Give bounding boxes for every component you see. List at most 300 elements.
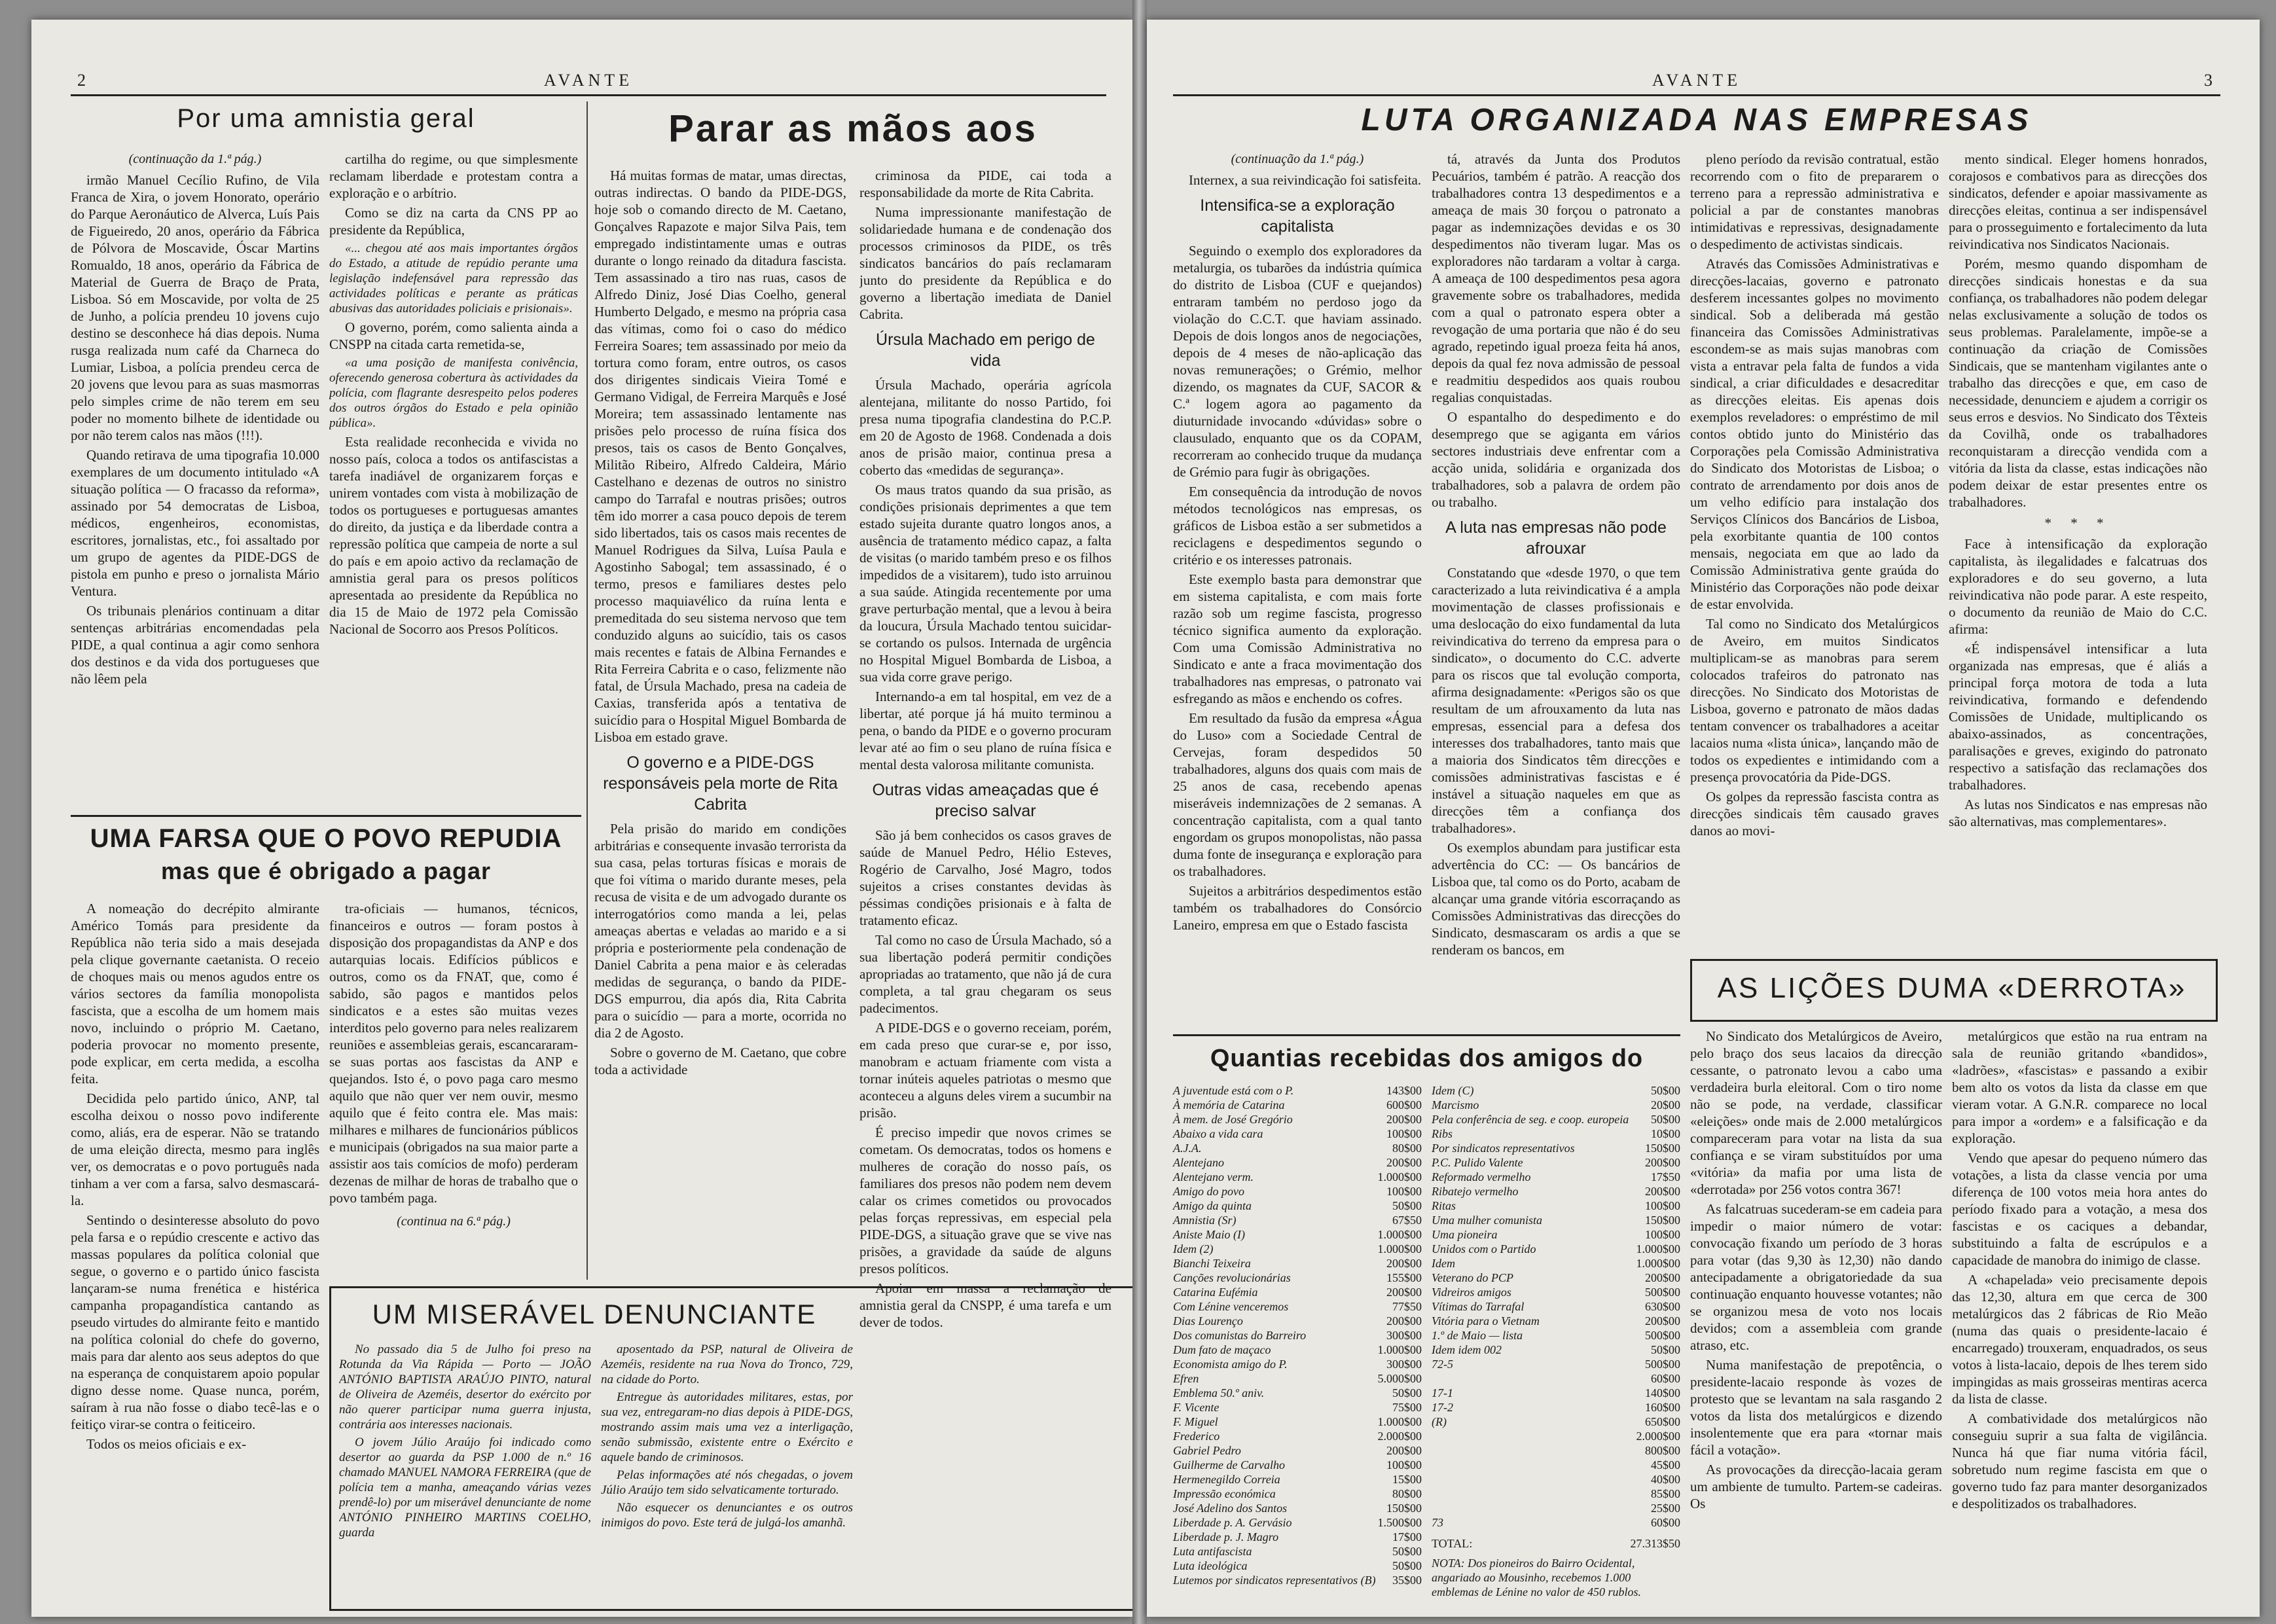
parar-c2b-p3: Internando-a em tal hospital, em vez de a libertar, até porque já há muito terminou a pena, o bando da PIDE e o governo procuram levar até ao fim o seu plano de ruína física e mental desta valorosa militante comunista. [859,689,1111,772]
donation-name: Marcismo [1432,1098,1479,1111]
amnistia-heading-block [71,101,581,147]
empresas-c2-p2: O espantalho do despedimento e do desemprego que se agiganta em vários sectores industriais deve enfrentar com a acção unida, solidária e organizada dos trabalhadores, sob a palavra de ordem pão ou trabalho. [1432,409,1680,510]
donation-row [1432,1429,1680,1443]
empresas-c3-p1: pleno período da revisão contratual, estão recorrendo com o fito de prepararem o terreno para a repressão administrativa e policial a par de constantes manobras intimidativas e repressivas, designadamente o despedimento de activistas sindicais. [1690,151,1939,252]
donation-name: Impressão económica [1173,1487,1276,1500]
donation-amount: 45$00 [1651,1458,1680,1471]
donation-amount: 200$00 [1386,1444,1422,1457]
parar-col-2 [859,167,1111,1607]
donation-amount: 17$00 [1392,1530,1422,1543]
empresas-continuation: (continuação da 1.ª pág.) [1231,152,1364,166]
donation-amount: 100$00 [1645,1228,1680,1241]
empresas-c4-p3: Face à intensificação da exploração capitalista, às ilegalidades e falcatruas dos exploradores e do seu governo, a luta reivindicativa não pode parar. A este respeito, o documento da reunião de Maio do C.C. afirma: [1949,536,2207,637]
farsa-c2-p1: tra-oficiais — humanos, técnicos, financeiros e outros — foram postos à disposição dos propagandistas da ANP e dos autarquias locais. Edifícios públicos e outros, como os da FNAT, que, como é sabido, são pagos e mantidos pelos sindicatos e a estes são muitas vezes interditos pelo governo para neles realizarem reuniões e assembleias gerais, escancararam-se suas portas aos fascistas da ANP e quejandos. Isto é, o povo paga caro mesmo aquilo que não quer ver nem ouvir, mesmo aquilo que é feito contra ele. Mas mais: milhares e milhares de funcionários públicos e municipais (obrigados na sua maior parte a assistir aos tais comícios de mofo) perderam dezenas de milhar de horas de trabalho que o povo também paga. [329,901,578,1206]
donation-name: Liberdade p. J. Magro [1173,1530,1279,1543]
donation-row [1432,1155,1680,1170]
divider-quantias [1173,1034,1680,1036]
miseravel-col-1 [339,1342,591,1600]
donation-name: Vítimas do Tarrafal [1432,1300,1525,1313]
donation-row [1432,1256,1680,1271]
donation-row [1173,1184,1422,1199]
donation-row [1173,1199,1422,1213]
parar-col-1 [594,167,846,1280]
amnistia-title: Por uma amnistia geral [177,104,475,133]
donation-name: Canções revolucionárias [1173,1271,1291,1284]
donation-row [1432,1400,1680,1415]
donation-name: Aniste Maio (I) [1173,1228,1245,1241]
right-masthead: AVANTE [1652,71,1742,90]
donation-name: Reformado vermelho [1432,1170,1531,1183]
donation-row [1173,1141,1422,1155]
empresas-sub-intensifica: Intensifica-se a exploração capitalista [1200,196,1395,236]
donation-row [1173,1271,1422,1285]
donation-row [1173,1256,1422,1271]
licoes-title: AS LIÇÕES DUMA «DERROTA» [1717,972,2187,1004]
donation-row [1173,1544,1422,1559]
donation-row [1432,1515,1680,1530]
farsa-c1-p3: Sentindo o desinteresse absoluto do povo pela farsa e o repúdio crescente e activo das massas populares da política colonial que segue, o governo e o partido único fascista lançaram-se numa frenética e histérica campanha propagandística cantando as pseudo virtudes do almirante feito e mantido na política colonial do chefe do governo, mais para dar alento aos seus adeptos do que na esperança de conquistarem apoio popular digno desse nome. Quase nunca, porém, saíram à rua não fosse o diabo tecê-las e o feitiço virar-se contra o feiticeiro. [71,1212,319,1432]
donation-row [1173,1242,1422,1256]
donation-row [1173,1083,1422,1098]
farsa-col-1 [71,900,319,1607]
donation-row [1173,1112,1422,1127]
miseravel-c1-p1: No passado dia 5 de Julho foi preso na Rotunda da Via Rápida — Porto — JOÃO ANTÓNIO BAPTISTA ARAÚJO PINTO, natural de Oliveira de Azeméis, desertor do exército por não querer participar numa guerra injusta, contrária aos interesses nacionais. [339,1343,591,1432]
donation-row [1173,1170,1422,1184]
donation-amount: 500$00 [1645,1286,1680,1299]
donation-amount: 800$00 [1645,1444,1680,1457]
donation-name: Ribatejo vermelho [1432,1185,1519,1198]
donation-name: Catarina Eufémia [1173,1286,1258,1299]
donation-name: Alentejano [1173,1156,1224,1169]
donation-name: José Adelino dos Santos [1173,1502,1288,1515]
donation-amount: 500$00 [1645,1329,1680,1342]
donation-row [1432,1328,1680,1343]
miseravel-c2-p3: Pelas informações até nós chegadas, o jovem Júlio Araújo tem sido selvaticamente torturado. [601,1468,853,1497]
amnistia-c2-p3: O governo, porém, como salienta ainda a CNSPP na citada carta remetida-se, [329,319,578,352]
farsa-continua: (continua na 6.ª pág.) [397,1214,511,1229]
divider-farsa [71,815,581,817]
donation-amount: 200$00 [1645,1185,1680,1198]
donation-amount: 630$00 [1645,1300,1680,1313]
donation-amount: 200$00 [1386,1257,1422,1270]
donation-amount: 50$00 [1651,1113,1680,1126]
donation-row [1432,1127,1680,1141]
donation-name: Unidos com o Partido [1432,1242,1536,1255]
donation-amount: 60$00 [1651,1516,1680,1529]
donation-row [1432,1083,1680,1098]
donation-total-row [1432,1536,1680,1551]
amnistia-c2-p4: Esta realidade reconhecida e vivida no nosso país, coloca a todos os antifascistas a tarefa inadiável de organizarem forças e unirem vontades com vista à mobilização de todos os portugueses e portuguesas amantes do direito, da justiça e da liberdade contra a repressão política que campeia de norte a sul do país e em apoio activo da reclamação de amnistia geral para os presos políticos apresentada ao presidente da República no dia 15 de Maio de 1972 pela Comissão Nacional de Socorro aos Presos Políticos. [329,434,578,637]
donation-name: Gabriel Pedro [1173,1444,1241,1457]
left-col-divider [587,101,588,1280]
donation-amount: 85$00 [1651,1487,1680,1500]
donation-row [1432,1472,1680,1487]
donation-row [1173,1386,1422,1400]
parar-sub-governo: O governo e a PIDE-DGS responsáveis pela morte de Rita Cabrita [603,753,838,814]
donation-name: Veterano do PCP [1432,1271,1513,1284]
donation-name: Idem (2) [1173,1242,1214,1255]
quantias-list-1 [1173,1083,1422,1607]
donation-name: À mem. de José Gregório [1173,1113,1293,1126]
donation-amount: 50$00 [1651,1084,1680,1097]
donation-name: Idem (C) [1432,1084,1474,1097]
donation-row [1173,1472,1422,1487]
miseravel-c2-p1: aposentado da PSP, natural de Oliveira de Azeméis, residente na rua Nova do Tronco, 729, na cidade do Porto. [601,1343,853,1386]
empresas-sub-luta: A luta nas empresas não pode afrouxar [1445,518,1667,558]
donation-name: (R) [1432,1415,1447,1428]
parar-c2c-p3: A PIDE-DGS e o governo receiam, porém, em cada preso que curar-se e, por isso, manobram e actuam friamente com vista a tornar inúteis aqueles patriotas o mesmo que aconteceu a alguns deles virem a sucumbir na prisão. [859,1020,1111,1121]
donation-name: Dum fato de maçaco [1173,1343,1271,1356]
donation-row [1173,1415,1422,1429]
donation-amount: 300$00 [1386,1329,1422,1342]
left-page-number: 2 [77,71,87,90]
parar-sub-ursula: Úrsula Machado em perigo de vida [876,331,1095,370]
amnistia-c2-quote1: «... chegou até aos mais importantes órgãos do Estado, a atitude de repúdio perante uma legislação indefensável para repressão das actividades políticas e perante as práticas abusivas das autoridades policiais e prisionais». [329,242,578,316]
donation-name: Idem idem 002 [1432,1343,1502,1356]
left-header [71,71,1106,96]
donation-row [1432,1299,1680,1314]
donation-row [1432,1487,1680,1501]
donation-amount: 150$00 [1645,1142,1680,1155]
donation-amount: 2.000$00 [1377,1430,1422,1443]
empresas-c1-p1: Internex, a sua reivindicação foi satisfeita. [1189,172,1422,188]
empresas-c1b-p2: Em consequência da introdução de novos métodos tecnológicos nas empresas, os gráficos de Lisboa estão a ser submetidos a reciclagens e despedimentos segundo o critério e os interesses patronais. [1173,484,1422,568]
miseravel-title: UM MISERÁVEL DENUNCIANTE [372,1299,817,1329]
donation-name: 72-5 [1432,1358,1453,1371]
donation-name: Guilherme de Carvalho [1173,1458,1285,1471]
donation-name: Vitória para o Vietnam [1432,1314,1540,1327]
donation-row [1432,1098,1680,1112]
donation-amount: 200$00 [1386,1113,1422,1126]
donation-row [1173,1343,1422,1357]
licoes-c1-p3: Numa manifestação de prepotência, o presidente-lacaio responde às vozes de protesto que se levantam na sala rasgando 2 votos da lista dos metalúrgicos e dizendo insolentemente que era para «tornar mais fácil a votação». [1690,1357,1942,1458]
donation-name: Luta ideológica [1173,1559,1248,1572]
donation-amount: 300$00 [1386,1358,1422,1371]
donation-name: Amigo do povo [1173,1185,1244,1198]
empresas-c4-p4: «É indispensável intensificar a luta organizada nas empresas, que é aliás a principal força motora de toda a luta reivindicativa, formando e defendendo Comissões de Unidade, multiplicando os abaixo-assinados, as concentrações, paralisações e greves, exigindo do patronato respectivo a satisfação das reclamações dos trabalhadores. [1949,641,2207,793]
parar-c1b-p2: Sobre o governo de M. Caetano, que cobre toda a actividade [594,1045,846,1077]
amnistia-col-1 [71,151,319,808]
parar-c2c-p5: Apoiar em massa a reclamação de amnistia geral da CNSPP, é uma tarefa e um dever de todos. [859,1280,1111,1330]
donation-amount: 1.000$00 [1636,1242,1680,1255]
donation-amount: 50$00 [1392,1545,1422,1558]
donation-row [1173,1530,1422,1544]
parar-heading-block [594,101,1111,160]
farsa-heading-block [71,821,581,893]
empresas-c1b-p4: Em resultado da fusão da empresa «Água do Luso» com a Sociedade Central de Cervejas, foram despedidos 50 trabalhadores, alguns dos quais com mais de 25 anos de casa, recebendo apenas miseráveis indemnizações de 2 semanas. A concentração capitalista, com a qual tanto engordam os grupos monopolistas, não passa duma fonte de insegurança e exploração para os trabalhadores. [1173,710,1422,879]
amnistia-c2-p2: Como se diz na carta da CNS PP ao presidente da República, [329,205,578,238]
donation-row [1173,1573,1422,1587]
donation-amount: 160$00 [1645,1401,1680,1414]
donation-amount: 1.000$00 [1377,1228,1422,1241]
total-label: TOTAL: [1432,1537,1473,1550]
empresas-c3-p4: Os golpes da repressão fascista contra as direcções sindicais têm causado graves danos ao movi- [1690,789,1939,839]
donation-name: Alentejano verm. [1173,1170,1254,1183]
donation-row [1173,1098,1422,1112]
empresas-c1b-p3: Este exemplo basta para demonstrar que em sistema capitalista, e com mais forte razão sob um regime fascista, progresso técnico significa aumento da exploração. Com uma Comissão Administrativa no Sindicato e ante a fraca movimentação dos trabalhadores nas empresas, o patronato vai esfregando as mãos e enchendo os cofres. [1173,571,1422,706]
donation-amount: 200$00 [1386,1314,1422,1327]
donation-name: Dos comunistas do Barreiro [1173,1329,1307,1342]
donation-row [1173,1357,1422,1371]
donation-row [1173,1501,1422,1515]
donation-row [1173,1429,1422,1443]
donation-name: Emblema 50.º aniv. [1173,1386,1265,1399]
donation-name: Pela conferência de seg. e coop. europeia [1432,1113,1629,1126]
section-title: LUTA ORGANIZADA NAS EMPRESAS [1361,103,2032,137]
donation-name: A juventude está com o P. [1173,1084,1294,1097]
donation-row [1432,1501,1680,1515]
donation-amount: 1.000$00 [1377,1242,1422,1255]
donation-amount: 100$00 [1386,1127,1422,1140]
quantias-list-2 [1432,1083,1680,1607]
section-heading-block [1173,99,2220,145]
parar-c2-p2: Numa impressionante manifestação de solidariedade humana e de condenação dos processos criminosos da PIDE, os três sindicatos bancários do país reclamaram junto do presidente da República e do governo a libertação imediata de Daniel Cabrita. [859,204,1111,322]
donation-row [1432,1199,1680,1213]
donation-row [1173,1213,1422,1227]
donation-row [1173,1227,1422,1242]
donation-row [1173,1515,1422,1530]
farsa-c1-p4: Todos os meios oficiais e ex- [86,1436,247,1452]
miseravel-c2-p2: Entregue às autoridades militares, estas, por sua vez, entregaram-no dias depois à PIDE-DGS, mostrando assim mais uma vez a interligação, senão submissão, existente entre o Exército e aquele bando de criminosos. [601,1390,853,1464]
donation-row [1432,1141,1680,1155]
donation-row [1173,1328,1422,1343]
donation-name: Ritas [1432,1199,1456,1212]
donation-amount: 35$00 [1392,1574,1422,1587]
donation-amount: 15$00 [1392,1473,1422,1486]
empresas-c4-p2: Porém, mesmo quando dispomham de direcções sindicais honestas e da sua confiança, os trabalhadores não podem delegar nelas exclusivamente a solução de todos os seus problemas. Paralelamente, impõe-se a continuação da criação de Comissões Sindicais, que se mantenham vigilantes ante o trabalho das direcções e que, em caso de necessidade, denunciem e ajudem a corrigir os seus erros e desvios. No Sindicato dos Têxteis da Covilhã, onde os trabalhadores reconquistaram a direcção vendida com a vitória da lista da classe, estas indicações não podem deixar de estar presentes entre os trabalhadores. [1949,256,2207,510]
donation-amount: 1.000$00 [1377,1170,1422,1183]
empresas-c2-p1: tá, através da Junta dos Produtos Pecuários, também é patrão. A reacção dos trabalhadores contra 13 despedimentos e a ameaça de mais 30 forçou o patronato a pagar as indemnizações devidas e os 30 despedimentos não tiveram lugar. Mas os exploradores não tardaram a voltar à carga. A ameaça de 100 despedimentos pesa agora gravemente sobre os trabalhadores, medida com a qual o patronato espera obter a revogação de uma portaria que não é do seu agrado, repetindo igual proeza feita há anos, depois da qual fez nova admissão de pessoal e readmitiu despedidos aos quais roubou regalias conquistadas. [1432,151,1680,405]
donation-name: À memória de Catarina [1173,1098,1285,1111]
donation-name: Dias Lourenço [1173,1314,1243,1327]
empresas-col-3 [1690,151,1939,952]
licoes-c2-p4: A combatividade dos metalúrgicos não conseguiu suprir a sua falta de vigilância. Nunca há que fiar numa vitória fácil, sobretudo num regime fascista em que o governo tudo faz para manter desorganizados e despolitizados os trabalhadores. [1952,1411,2207,1511]
donation-name: F. Vicente [1173,1401,1219,1414]
donation-name: Uma mulher comunista [1432,1214,1542,1227]
amnistia-c2-p1: cartilha do regime, ou que simplesmente reclamam liberdade e protestam contra a exploração e o arbítrio. [329,151,578,201]
right-page-number: 3 [2204,71,2214,90]
miseravel-heading-block [339,1296,850,1335]
donation-amount: 155$00 [1386,1271,1422,1284]
parar-c2-p1: criminosa da PIDE, cai toda a responsabilidade da morte de Rita Cabrita. [859,168,1111,200]
miseravel-col-2 [601,1342,853,1600]
page-gutter [1132,0,1147,1624]
donation-note: NOTA: Dos pioneiros do Bairro Ocidental, angariado ao Mousinho, recebemos 1.000 emblemas de Lénine no valor de 450 rublos. [1432,1557,1641,1598]
right-header [1173,71,2220,96]
parar-c1b-p1: Pela prisão do marido em condições arbitrárias e consequente invasão terrorista da sua casa, pelas torturas físicas e morais de que foi vítima o marido durante meses, pela recusa de visita e de um advogado durante os interrogatórios como manda a lei, pelas ameaças abertas e veladas ao marido e a si própria e posteriormente pela condenação de Daniel Cabrita a pena maior e às celeradas medidas de segurança, o bando da PIDE-DGS empurrou, dia após dia, Rita Cabrita para o suicídio — para a morte, ocorrida no dia 2 de Agosto. [594,821,846,1041]
donation-amount: 150$00 [1386,1502,1422,1515]
miseravel-c1-p2: O jovem Júlio Araújo foi indicado como desertor ao guarda da PSP 1.000 de n.º 16 chamado MANUEL NAMORA FERREIRA (que de polícia tem a manha, ameaçando várias vezes prendê-lo) por um miserável denunciante de nome ANTÓNIO PINHEIRO MARTINS COELHO, guarda [339,1435,591,1540]
donation-row [1173,1458,1422,1472]
donation-name: Economista amigo do P. [1173,1358,1288,1371]
donation-row [1432,1227,1680,1242]
parar-c2c-p1: São já bem conhecidos os casos graves de saúde de Manuel Pedro, Hélio Esteves, Rogério de Carvalho, José Magro, todos sujeitos a crises constantes devidas às péssimas condições prisionais e à falta de tratamento eficaz. [859,827,1111,928]
donation-row [1432,1170,1680,1184]
parar-c2c-p4: É preciso impedir que novos crimes se cometam. Os democratas, todos os homens e mulheres de coração do nosso país, os familiares dos presos não podem nem devem calar os crimes cometidos ou provocados pelas forças repressivas, em especial pela PIDE-DGS, a situação grave que se vive nas prisões, a gravidade da saúde de alguns presos políticos. [859,1125,1111,1276]
donation-amount: 17$50 [1651,1170,1680,1183]
donation-name: Amnistia (Sr) [1173,1214,1237,1227]
quantias-title: Quantias recebidas dos amigos do [1210,1045,1644,1072]
total-value: 27.313$50 [1630,1537,1680,1550]
donation-name: 17-1 [1432,1386,1453,1399]
donation-row [1173,1487,1422,1501]
donation-row [1432,1386,1680,1400]
donation-amount: 200$00 [1386,1156,1422,1169]
donation-amount: 10$00 [1651,1127,1680,1140]
left-page [31,20,1132,1617]
donation-amount: 80$00 [1392,1487,1422,1500]
licoes-c1-p2: As falcatruas sucederam-se em cadeia para impedir o maior número de votar: convocação fixando um período de 3 horas para votar (das 9,30 às 12,30) não dando antecipadamente a obrigatoriedade da sua continuação enquanto houvesse votantes; não se organizou mesa de voto nos locais devidos; com a assembleia com grande atraso, etc. [1690,1201,1942,1353]
donation-name: Liberdade p. A. Gervásio [1173,1516,1292,1529]
quantias-heading-block [1173,1041,1680,1080]
empresas-c4-p1: mento sindical. Eleger homens honrados, corajosos e combativos para as direcções dos sindicatos, defender e apoiar massivamente as direcções eleitas, continua a ser indispensável para o prosseguimento e fortalecimento da luta reivindicativa nos Sindicatos Nacionais. [1949,151,2207,252]
donation-amount: 140$00 [1645,1386,1680,1399]
donation-row [1432,1213,1680,1227]
donation-amount: 20$00 [1651,1098,1680,1111]
donation-name: Luta antifascista [1173,1545,1252,1558]
donation-row [1173,1443,1422,1458]
donation-amount: 80$00 [1392,1142,1422,1155]
donation-row [1432,1271,1680,1285]
miseravel-c2-p4: Não esquecer os denunciantes e os outros inimigos do povo. Este terá de julgá-los amanhã. [601,1501,853,1530]
donation-name: Com Lénine venceremos [1173,1300,1289,1313]
donation-amount: 50$00 [1392,1559,1422,1572]
section-stars: * * * [2044,515,2112,531]
donation-amount: 100$00 [1645,1199,1680,1212]
donation-amount: 1.000$00 [1636,1257,1680,1270]
farsa-c1-p1: A nomeação do decrépito almirante Américo Tomás para presidente da República não teria sido a mais desejada pela clique governante caetanista. O receio de choques mais ou menos agudos entre os vários sectores da família monopolista fascista, que a escolha de um homem mais novo, incluindo o próprio M. Caetano, poderia provocar no momento presente, pode explicar, em certa medida, a escolha feita. [71,901,319,1087]
donation-row [1173,1285,1422,1299]
donation-amount: 143$00 [1386,1084,1422,1097]
donation-row [1432,1184,1680,1199]
donation-amount: 50$00 [1392,1199,1422,1212]
donation-row [1173,1371,1422,1386]
amnistia-col-2 [329,151,578,808]
licoes-heading-block [1697,969,2207,1011]
amnistia-continuation: (continuação da 1.ª pág.) [128,152,262,166]
donation-amount: 1.000$00 [1377,1415,1422,1428]
donation-row [1173,1559,1422,1573]
donation-name: Idem [1432,1257,1455,1270]
donation-amount: 650$00 [1645,1415,1680,1428]
licoes-c1-p4: As provocações da direcção-lacaia geram um ambiente de tumulto. Partem-se cadeiras. Os [1690,1462,1942,1511]
parar-c1-p1: Há muitas formas de matar, umas directas, outras indirectas. O bando da PIDE-DGS, hoje sob o comando directo de M. Caetano, Gonçalves Rapazote e major Silva Pais, tem empregado indistintamente umas e outras durante o longo reinado da ditadura fascista. Tem assassinado a tiro nas ruas, casos de Alfredo Diniz, José Dias Coelho, general Humberto Delgado, e mesmo na própria casa das vítimas, como foi o caso do médico Ferreira Soares; tem assassinado por meio da tortura como foram, entre outros, os casos dos dirigentes sindicais Vieira Tomé e Germano Vidigal, de Ferreira Marquês e José Moreira; tem assassinado lentamente nas prisões pelo processo de ruína física dos presos, tais os casos de Bento Gonçalves, Militão Ribeiro, Alfredo Caldeira, Mário Castelhano e dezenas de outros no sinistro campo do Tarrafal e noutras prisões; outros têm ido morrer a casa pouco depois de terem sido libertados, tais os casos mais recentes de Manuel Rodrigues da Silva, Luísa Paula e Agostinho Sabogal; tem assassinado, é o termo, presos e familiares destes pelo processo maquiavélico da ruína lenta e premeditada do seu sistema nervoso que tem conduzido alguns ao suicídio, tais os casos mais recentes e fatais de Albina Fernandes e Rita Ferreira Cabrita e o caso, felizmente não fatal, de Úrsula Machado, presa na cadeia de Caxias, transferida após a tentativa de suicídio para o Hospital Miguel Bombarda de Lisboa em estado grave. [594,168,846,745]
farsa-c1-p2: Decidida pelo partido único, ANP, tal escolha deixou o nosso povo indiferente como, aliás, era de esperar. Não se tratando de uma eleição directa, mesmo para inglês ver, os democratas e o povo português nada tinham a ver com a farsa, salvo desmascará-la. [71,1091,319,1208]
donation-amount: 200$00 [1645,1314,1680,1327]
empresas-col-4 [1949,151,2207,952]
donation-row [1173,1299,1422,1314]
donation-amount: 50$00 [1392,1386,1422,1399]
empresas-col-1 [1173,151,1422,1028]
donation-row [1432,1458,1680,1472]
parar-c2c-p2: Tal como no caso de Úrsula Machado, só a sua libertação poderá permitir condições apropriadas ao tratamento, que não já de cura completa, a tal grau chegaram os seus padecimentos. [859,932,1111,1016]
licoes-col-2 [1952,1028,2207,1607]
donation-amount: 500$00 [1645,1358,1680,1371]
donation-row [1432,1112,1680,1127]
donation-row [1173,1155,1422,1170]
donation-amount: 1.500$00 [1377,1516,1422,1529]
donation-amount: 77$50 [1392,1300,1422,1313]
amnistia-c1-p3: Os tribunais plenários continuam a ditar sentenças arbitrárias encomendadas pela PIDE, a qual continua a agir como senhora dos destinos e da vida dos portugueses que não lêem pela [71,603,319,687]
donation-amount: 75$00 [1392,1401,1422,1414]
donation-name: 1.º de Maio — lista [1432,1329,1523,1342]
donation-row [1173,1314,1422,1328]
donation-amount: 150$00 [1645,1214,1680,1227]
empresas-c2b-p1: Constatando que «desde 1970, o que tem caracterizado a luta reivindicativa é a ampla movimentação de classes profissionais e uma deslocação do eixo fundamental da luta reivindicativa do terreno da empresa para o sindicato», o documento do C.C. adverte para os riscos que tal evolução comporta, afirma designadamente: «Perigos são os que resultam de um afrouxamento da luta nas empresas, essencial para a defesa dos interesses dos trabalhadores, tanto mais que a maioria dos Sindicatos têm direcções e comissões administrativas fascistas e é instável a situação naqueles em que as direcções têm a confiança dos trabalhadores». [1432,565,1680,836]
donation-row [1432,1314,1680,1328]
donation-row [1432,1415,1680,1429]
farsa-col-2 [329,900,578,1280]
donation-amount: 100$00 [1386,1458,1422,1471]
donation-name: Amigo da quinta [1173,1199,1252,1212]
licoes-c1-p1: No Sindicato dos Metalúrgicos de Aveiro, pelo braço dos seus lacaios da direcção cessante, o patronato levou a cabo uma verdadeira burla eleitoral. Com o tiro nome não se pode, na verdade, classificar «eleições» onde mais de 2.000 metalúrgicos compareceram para votar na lista da sua confiança e se viram substituídos por uma «vitória» da mafia por uma lista de «derrotada» por 256 votos contra 367! [1690,1028,1942,1197]
donation-name: A.J.A. [1173,1142,1202,1155]
donation-amount: 2.000$00 [1636,1430,1680,1443]
donation-row [1432,1285,1680,1299]
empresas-c3-p3: Tal como no Sindicato dos Metalúrgicos de Aveiro, em muitos Sindicatos multiplicam-se as manobras para serem colocados trafeiros do patronato nas direcções. No Sindicato dos Motoristas de Lisboa, governo e patronato de mãos dadas tentam convencer os trabalhadores a aceitar lacaios numa «lista única», lançando mão de todos os expedientes e intimidando com a presença provocatória da Pide-DGS. [1690,616,1939,785]
donation-amount: 40$00 [1651,1473,1680,1486]
donation-amount: 5.000$00 [1377,1372,1422,1385]
donation-amount: 60$00 [1651,1372,1680,1385]
donation-name: Bianchi Teixeira [1173,1257,1251,1270]
donation-amount: 200$00 [1645,1271,1680,1284]
donation-name: 17-2 [1432,1401,1453,1414]
donation-name: Abaixo a vida cara [1173,1127,1263,1140]
donation-amount: 600$00 [1386,1098,1422,1111]
licoes-c2-p2: Vendo que apesar do pequeno número das votações, a lista da classe vencia por uma diferença de 100 votos meia hora antes do período fixado para a votação, a mesa dos fascistas e os caciques a debandar, substituindo a falta de escrúpulos e a capacidade de manobra do inimigo de classe. [1952,1150,2207,1268]
empresas-col-2 [1432,151,1680,1028]
licoes-c2-p3: A «chapelada» veio precisamente depois das 12,30, altura em que cerca de 300 metalúrgicos das 2 fábricas de Rio Meão (numa das quais o presidente-lacaio é encarregado) trouxeram, enquadrados, os seus votos à lista-lacaio, depois de lhes terem sido impingidas as mais grosseiras mentiras acerca da lista de classe. [1952,1272,2207,1407]
parar-sub-outras: Outras vidas ameaçadas que é preciso salvar [872,781,1099,820]
donation-name: Efren [1173,1372,1199,1385]
donation-amount: 1.000$00 [1377,1343,1422,1356]
donation-row [1432,1242,1680,1256]
empresas-c2b-p2: Os exemplos abundam para justificar esta advertência do CC: — Os bancários de Lisboa que, tal como os do Porto, acabam de alcançar uma grande vitória escorraçando as Comissões Administrativas das direcções do Sindicato, desmascaram os ardis a que se renderam os bancos, em [1432,840,1680,958]
empresas-c1b-p1: Seguindo o exemplo dos exploradores da metalurgia, os tubarões da indústria química do distrito de Lisboa (CUF e quejandos) entraram também no perdoso jogo da violação do C.C.T. que haviam assinado. Depois de dois longos anos de negociações, depois de 4 meses de não-aplicação das novas remunerações; o Grémio, melhor dizendo, os magnates da CUF, SACOR & C.ª logem agora ao pagamento da diuturnidade invocando «dúvidas» sobre o clausulado, enquanto que os da COPAM, recorreram ao conhecido truque da mudança de Grémio para fugir às obrigações. [1173,243,1422,480]
left-masthead: AVANTE [543,71,634,90]
donation-name: Uma pioneira [1432,1228,1498,1241]
empresas-c3-p2: Através das Comissões Administrativas e direcções-lacaias, governo e patronato desferem incessantes golpes no movimento sindical. Sob a deliberada má gestão financeira das Comissões Administrativas escondem-se as mais sujas manobras com vista a entravar pela falta de fundos a vida sindical, a criar dificuldades e desacreditar as direcções eleitas. Eis apenas dois exemplos reveladores: o empréstimo de mil contos obtido junto do Ministério das Corporações pela Comissão Administrativa do Sindicato dos Motoristas de Lisboa; o contrato de arrendamento por dois anos de um velho edifício para instalação dos Serviços Clínicos dos Bancários de Lisboa, pela exorbitante quantia de 100 contos mensais, negociata em que ao lado da Comissão Administrativa gente graúda do Ministério das Corporações não pode deixar de estar envolvida. [1690,256,1939,612]
donation-amount: 100$00 [1386,1185,1422,1198]
empresas-c1b-p5: Sujeitos a arbitrários despedimentos estão também os trabalhadores do Consórcio Laneiro, empresa em que o Estado fascista [1173,883,1422,933]
amnistia-c1-p1: irmão Manuel Cecílio Rufino, de Vila Franca de Xira, o jovem Honorato, operário do Parque Aeronáutico de Alverca, Luís Pais de Figueiredo, 20 anos, operário da Fábrica de Pólvora de Moscavide, Óscar Martins Romualdo, 18 anos, operário da Fábrica de Material de Guerra de Braço de Prata, Lisboa. Só em Moscavide, por volta de 25 de Junho, a polícia prendeu 10 jovens cujo destino se desconhece há dias depois. Numa rusga realizada num café da Charneca do Lumiar, Lisboa, a polícia prendeu cerca de 20 jovens que levou para as suas masmorras pelo simples crime de não terem em seu poder no momento bilhete de identidade ou por não terem calos nas mãos (!!!). [71,172,319,443]
donation-name: F. Miguel [1173,1415,1218,1428]
donation-name: Hermenegildo Correia [1173,1473,1280,1486]
amnistia-c1-p2: Quando retirava de uma tipografia 10.000 exemplares de um documento intitulado «A situação política — O fracasso da reforma», assinado por 54 democratas de Lisboa, médicos, engenheiros, economistas, escritores, jornalistas, etc., foi assaltado por um grupo de agentes da PIDE-DGS de pistola em punho e preso o jornalista Mário Ventura. [71,447,319,599]
licoes-c2-p1: metalúrgicos que estão na rua entram na sala de reunião gritando «bandidos», «ladrões», «fascistas» e passando a exibir bem alto os votos da lista da classe em que vieram votar. A G.N.R. comparece no local para impor a «ordem» e a falsificação e da exploração. [1952,1028,2207,1146]
parar-c2b-p1: Úrsula Machado, operária agrícola alentejana, militante do nosso Partido, foi presa numa tipografia clandestina do P.C.P. em 20 de Agosto de 1968. Condenada a dois anos de prisão maior, continua presa a coberto das «medidas de segurança». [859,377,1111,478]
donation-name: Lutemos por sindicatos representativos (B) [1173,1574,1376,1587]
donation-amount: 50$00 [1651,1343,1680,1356]
farsa-title-2: mas que é obrigado a pagar [160,857,492,884]
parar-title: Parar as mãos aos [668,107,1038,150]
donation-row [1432,1343,1680,1357]
donation-row [1432,1371,1680,1386]
donation-row [1432,1443,1680,1458]
licoes-col-1 [1690,1028,1942,1607]
right-page [1147,20,2260,1617]
donation-name: Vidreiros amigos [1432,1286,1511,1299]
donation-name: Ribs [1432,1127,1453,1140]
parar-c2b-p2: Os maus tratos quando da sua prisão, as condições prisionais deprimentes a que tem estado sujeita durante quatro longos anos, a ausência de tratamento médico capaz, a falta de visitas (o marido também preso e os filhos impedidos de a visitarem), tudo isto arruinou a sua saúde. Atingida recentemente por uma grave perturbação mental, que a levou à beira da loucura, Úrsula Machado tentou suicidar-se cortando os pulsos. Internada de urgência no Hospital Miguel Bombarda de Lisboa, a sua vida corre grave perigo. [859,482,1111,685]
amnistia-c2-quote2: «a uma posição de manifesta conivência, oferecendo generosa cobertura às actividades da polícia, com flagrante desrespeito pelos poderes dos outros órgãos do Estado e pela opinião pública». [329,356,578,430]
donation-name: P.C. Pulido Valente [1432,1156,1523,1169]
donation-amount: 200$00 [1645,1156,1680,1169]
donation-name: 73 [1432,1516,1443,1529]
empresas-c4-p5: As lutas nos Sindicatos e nas empresas não são alternativas, mas complementares». [1949,797,2207,829]
farsa-title-1: UMA FARSA QUE O POVO REPUDIA [90,824,562,853]
donation-name: Por sindicatos representativos [1432,1142,1575,1155]
